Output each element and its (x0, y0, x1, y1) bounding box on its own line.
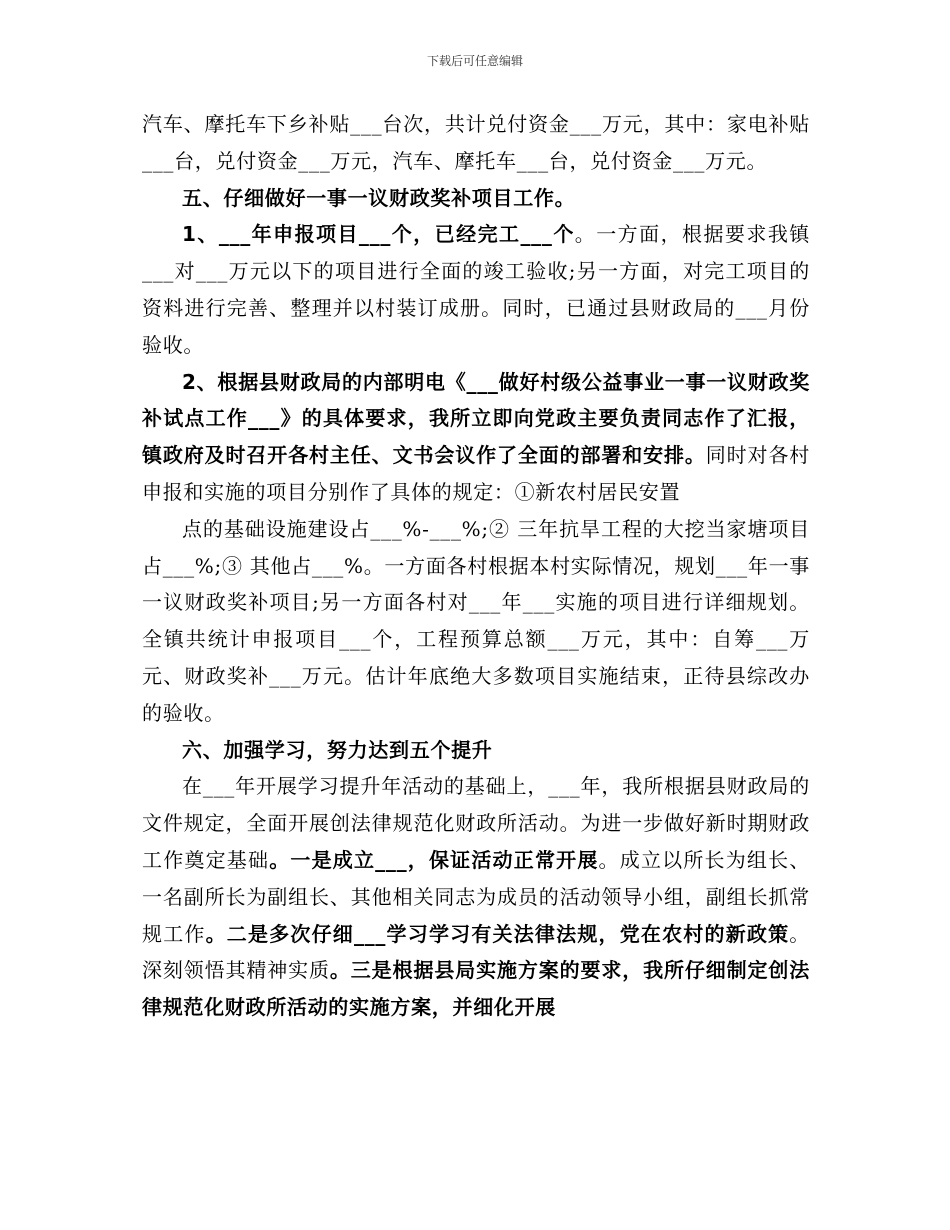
bold-point-2: 。二是多次仔细___学习学习有关法律法规，党在农村的新政策 (205, 921, 790, 946)
paragraph-project-declaration (142, 216, 810, 363)
paragraph-text: 。一方面，根据要求我镇___对___万元以下的项目进行全面的竣工验收;另一方面，对完工项目的资料进行完善、整理并以村装订成册。同时，已通过县财政局的___月份验收。 (142, 222, 810, 357)
paragraph-subsidy: 汽车、摩托车下乡补贴___台次，共计兑付资金___万元，其中：家电补贴___台，兑付资金___万元，汽车、摩托车___台，兑付资金___万元。 (142, 112, 810, 173)
section-heading-6: 六、加强学习，努力达到五个提升 (182, 737, 493, 762)
paragraph-text: 在___年开展学习提升年活动的基础上，___年，我所根据县财政局的文件规定，全面开展创法律规范化财政所活动。为进一步做好新时期财政工作奠定基础 (142, 774, 810, 872)
bold-lead: 2、根据县财政局的内部明电《___做好村级公益事业一事一议财政奖补试点工作___》的具体要求，我所立即向党政主要负责同志作了汇报，镇政府及时召开各村主任、文书会议作了全面的部署和安排。 (142, 369, 810, 468)
section-heading-5: 五、仔细做好一事一议财政奖补项目工作。 (182, 185, 576, 210)
paragraph-text: 。成立以所长为组长、一名副所长为副组长、其他相关同志为成员的活动领导小组，副组长抓常规工作 (142, 847, 811, 946)
paragraph-internal-telegram (142, 364, 810, 511)
document-body (142, 106, 810, 1026)
bold-lead: 1、___年申报项目___个，已经完工___个 (182, 222, 575, 247)
page-header: 下载后可任意编辑 (426, 54, 523, 68)
paragraph-infrastructure: 点的基础设施建设占___%-___%;② 三年抗旱工程的大挖当家塘项目占___%;③ 其他占___%。一方面各村根据本村实际情况，规划___年一事一议财政奖补项目;另一方面各村对___年___实施的项目进行详细规划。全镇共统计申报项目___个，工程预算总额___万元，其中：自筹___万元、财政奖补___万元。估计年底绝大多数项目实施结束，正待县综改办的验收。 (142, 516, 810, 725)
bold-point-3: 。三是根据县局实施方案的要求，我所仔细制定创法律规范化财政所活动的实施方案，并细化开展 (142, 958, 810, 1020)
bold-point-1: 。一是成立___，保证活动正常开展 (269, 847, 599, 872)
paragraph-text: 同时对各村申报和实施的项目分别作了具体的规定：①新农村居民安置 (142, 443, 811, 504)
paragraph-learning (142, 768, 810, 1026)
paragraph-text: 。深刻领悟其精神实质 (142, 921, 810, 983)
